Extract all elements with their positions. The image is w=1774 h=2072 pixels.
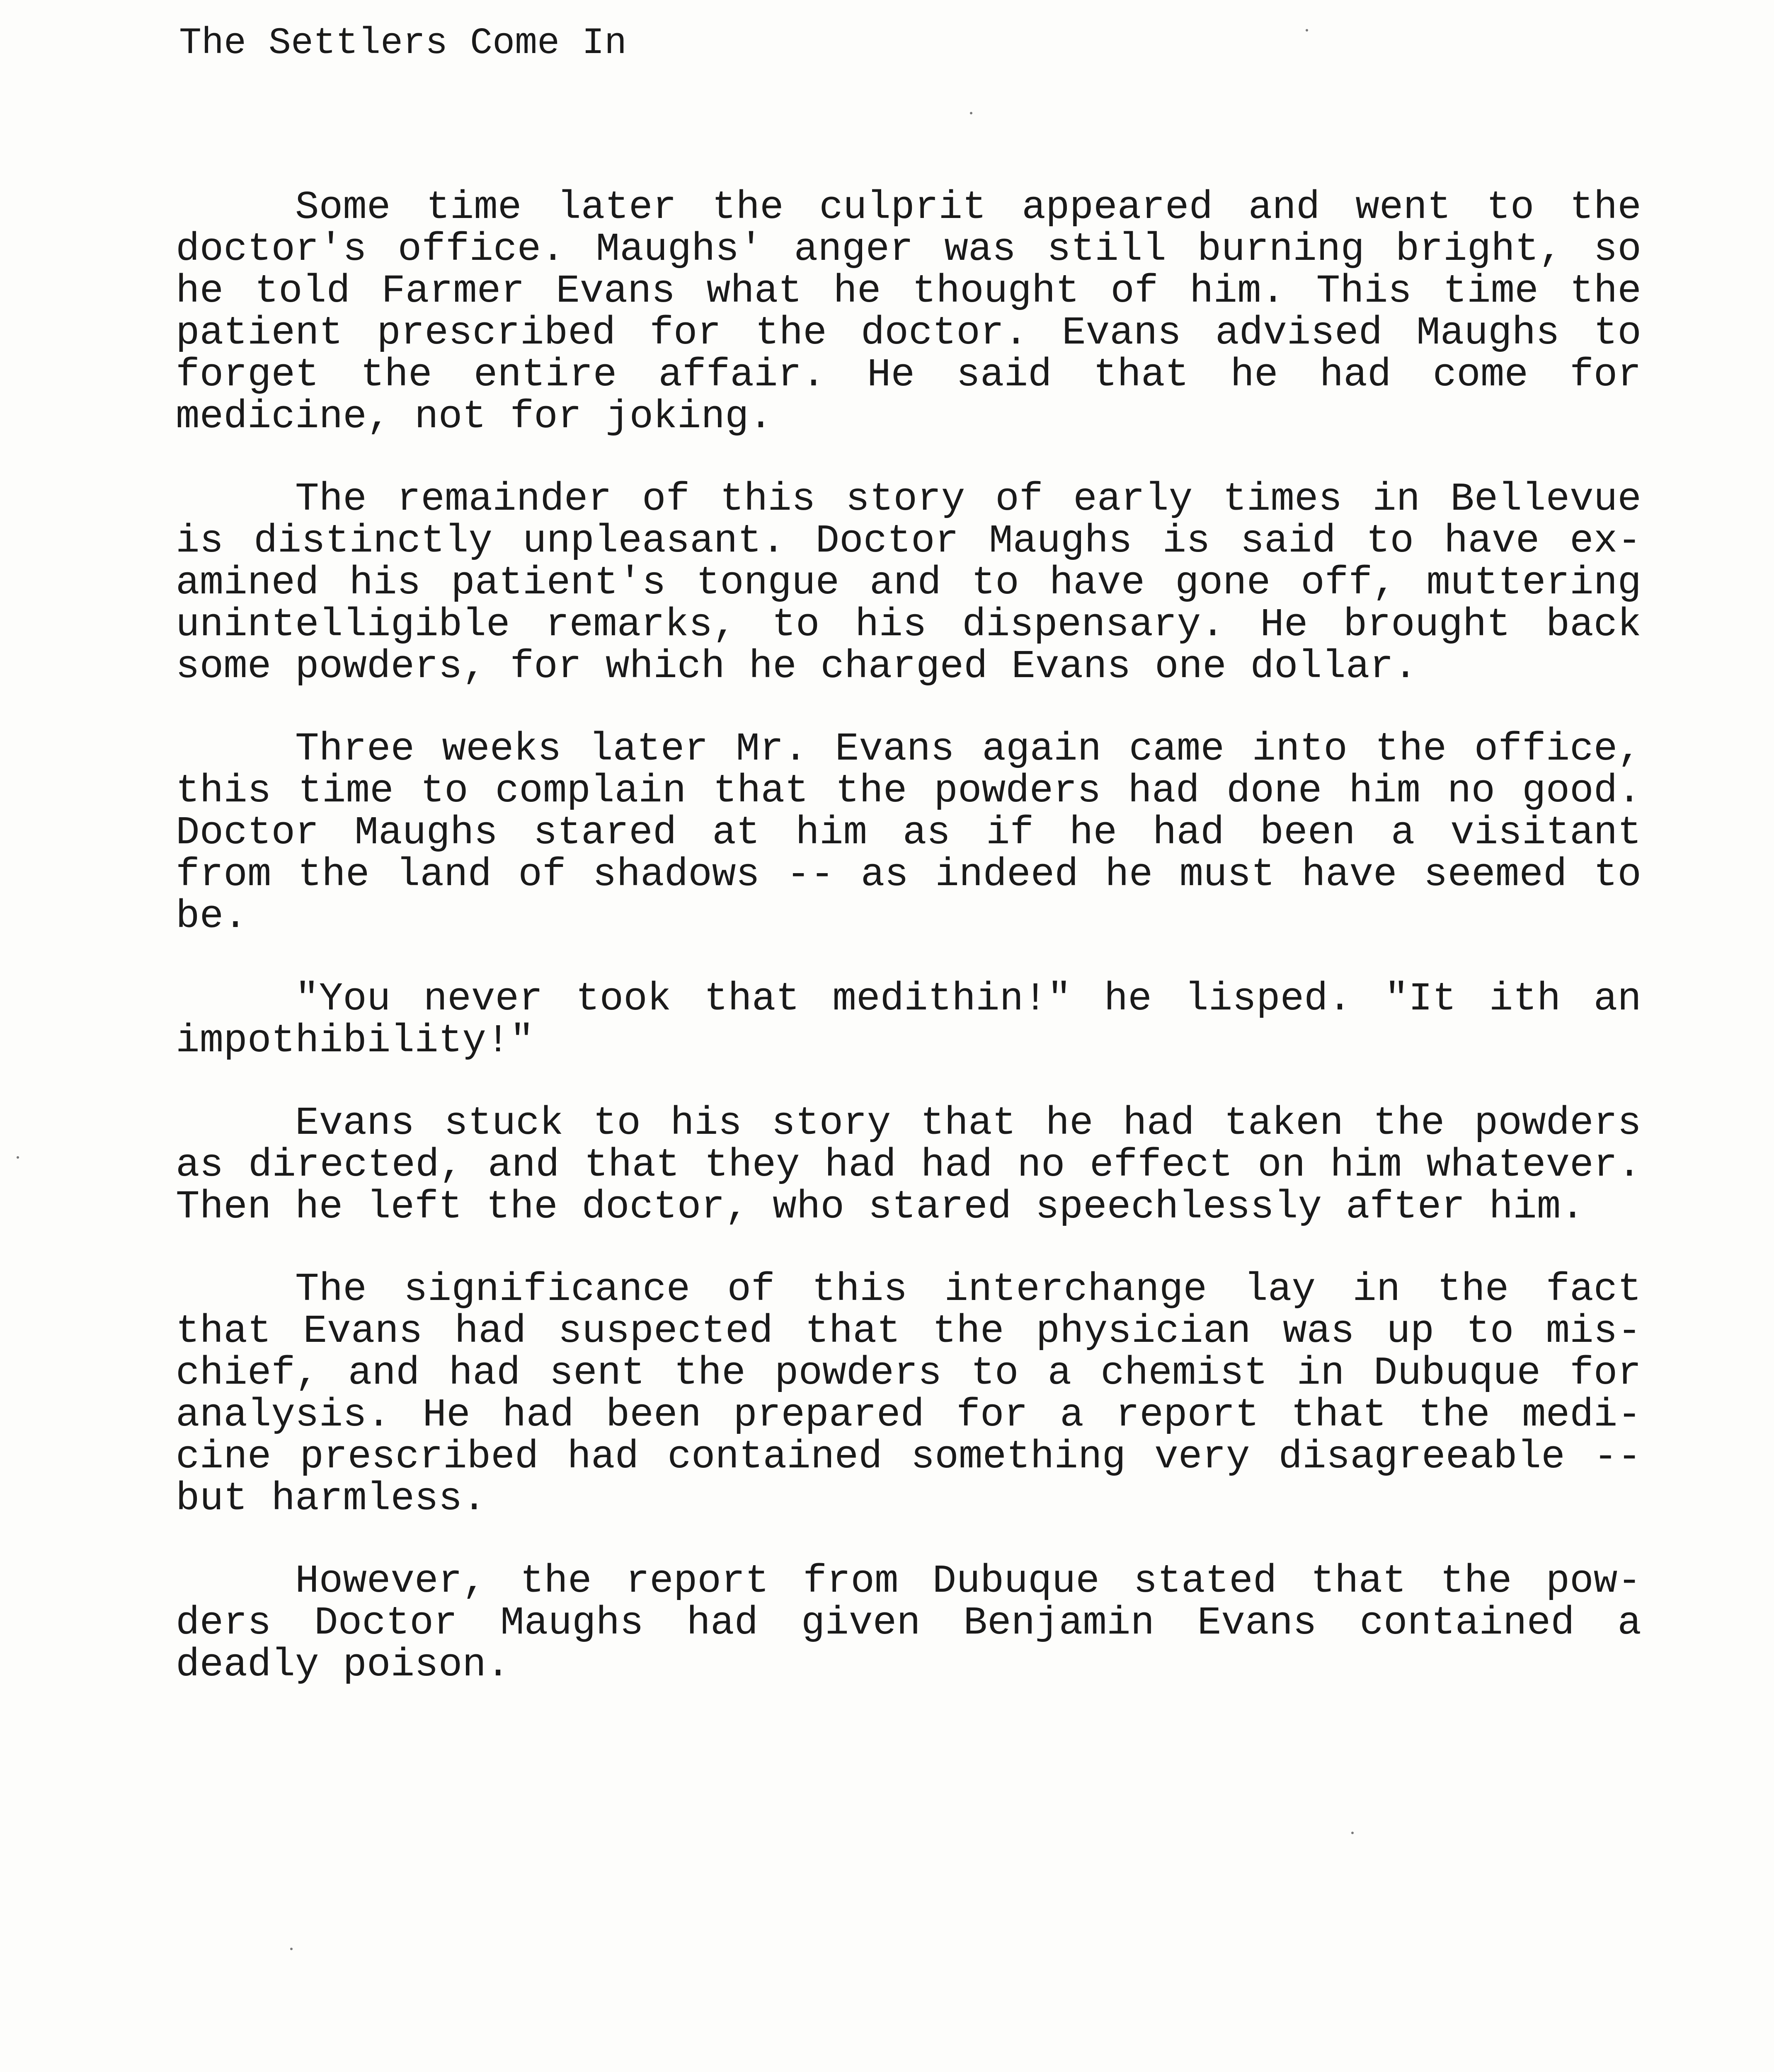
- text-line: as directed, and that they had had no effect on him whatever.: [176, 1143, 1641, 1188]
- text-line: unintelligible remarks, to his dispensary. He brought back: [176, 602, 1641, 647]
- text-line: be.: [176, 894, 247, 939]
- text-line: deadly poison.: [176, 1642, 510, 1687]
- text-line: doctor's office. Maughs' anger was still burning bright, so: [176, 227, 1641, 272]
- text-line: ders Doctor Maughs had given Benjamin Evans contained a: [176, 1600, 1641, 1646]
- text-line: that Evans had suspected that the physician was up to mis-: [176, 1309, 1641, 1354]
- text-line: chief, and had sent the powders to a chemist in Dubuque for: [176, 1351, 1641, 1396]
- text-line: but harmless.: [176, 1476, 486, 1521]
- paper-speck: [17, 1156, 19, 1159]
- text-line: Then he left the doctor, who stared speechlessly after him.: [176, 1184, 1585, 1230]
- text-line: Evans stuck to his story that he had taken the powders: [295, 1101, 1641, 1146]
- text-line: Doctor Maughs stared at him as if he had been a visitant: [176, 810, 1641, 855]
- paragraph-3: [176, 728, 1641, 937]
- text-line: is distinctly unpleasant. Doctor Maughs is said to have ex-: [176, 518, 1641, 564]
- paragraph-7: [176, 1560, 1641, 1686]
- text-line: amined his patient's tongue and to have gone off, muttering: [176, 560, 1641, 605]
- paragraph-6: [176, 1268, 1641, 1520]
- text-line: he told Farmer Evans what he thought of him. This time the: [176, 269, 1641, 314]
- text-line: The significance of this interchange lay in the fact: [295, 1267, 1641, 1312]
- paper-speck: [970, 112, 972, 114]
- text-line: Three weeks later Mr. Evans again came into the office,: [295, 726, 1641, 772]
- paragraph-1: [176, 186, 1641, 438]
- paragraph-2: [176, 478, 1641, 687]
- text-line: medicine, not for joking.: [176, 394, 773, 439]
- text-line: patient prescribed for the doctor. Evans advised Maughs to: [176, 310, 1641, 356]
- text-line: from the land of shadows -- as indeed he must have seemed to: [176, 852, 1641, 897]
- text-line: However, the report from Dubuque stated that the pow-: [295, 1559, 1641, 1604]
- text-line: analysis. He had been prepared for a report that the medi-: [176, 1392, 1641, 1438]
- text-line: The remainder of this story of early times in Bellevue: [295, 477, 1641, 522]
- running-header: The Settlers Come In: [179, 22, 627, 65]
- paper-speck: [1306, 29, 1308, 31]
- paper-speck: [1351, 1832, 1354, 1834]
- text-line: Some time later the culprit appeared and went to the: [295, 185, 1641, 230]
- paragraph-4: [176, 978, 1641, 1062]
- text-line: some powders, for which he charged Evans one dollar.: [176, 644, 1418, 689]
- text-line: "You never took that medithin!" he lisped. "It ith an: [295, 976, 1641, 1021]
- paragraph-5: [176, 1102, 1641, 1228]
- text-line: this time to complain that the powders had done him no good.: [176, 768, 1641, 813]
- paper-speck: [290, 1948, 293, 1950]
- text-line: forget the entire affair. He said that he had come for: [176, 352, 1641, 397]
- body-text: [176, 186, 1641, 1726]
- text-line: impothibility!": [176, 1018, 534, 1063]
- text-line: cine prescribed had contained something very disagreeable --: [176, 1434, 1641, 1479]
